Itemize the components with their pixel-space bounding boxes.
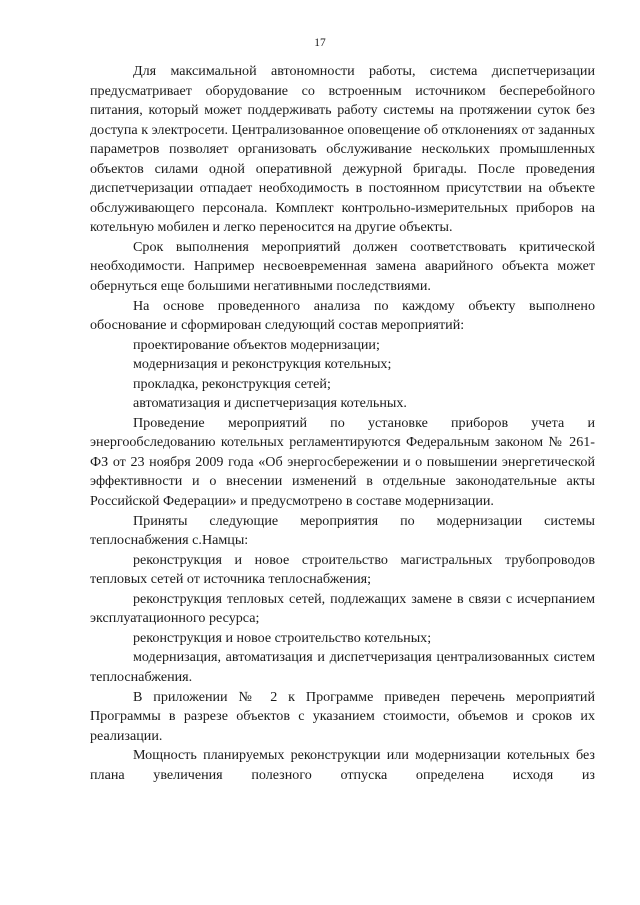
paragraph-federal-law: Проведение мероприятий по установке приборов учета и энергообследованию котельных регламентируются Федеральным законом № 261-ФЗ от 23 ноября 2009 года «Об энергосбережении и о повышении энергетической эффективности и о внесении изменений в отдельные законодательные акты Российской Федерации» и предусмотрено в составе модернизации. xyxy=(90,414,595,510)
list-item: проектирование объектов модернизации; xyxy=(133,336,380,353)
list-item: модернизация, автоматизация и диспетчеризация централизованных систем теплоснабжения. xyxy=(90,649,595,685)
paragraph-capacity: Мощность планируемых реконструкции или модернизации котельных без плана увеличения полезного отпуска определена исходя из xyxy=(90,747,595,783)
paragraph-heat-supply-measures: Приняты следующие мероприятия по модернизации системы теплоснабжения с.Намцы: xyxy=(90,512,595,549)
paragraph-dispatching-autonomy: Для максимальной автономности работы, система диспетчеризации предусматривает оборудование со встроенным источником бесперебойного питания, который может поддерживать работу системы на протяжении суток без доступа к электросети. Централизованное оповещение об отклонениях от заданных параметров позволяет организовать обслуживание нескольких промышленных объектов силами одной оперативной дежурной бригады. После проведения диспетчеризации отпадает необходимость в постоянном присутствии на объекте обслуживающего персонала. Комплект контрольно-измерительных приборов на котельную мобилен и легко переносится на другие объекты. xyxy=(90,63,595,236)
list-item: реконструкция и новое строительство магистральных трубопроводов тепловых сетей от источника теплоснабжения; xyxy=(90,551,595,588)
paragraph-appendix-reference: В приложении № 2 к Программе приведен перечень мероприятий Программы в разрезе объектов с указанием стоимости, объемов и сроков их реализации. xyxy=(90,688,595,744)
list-item: модернизация и реконструкция котельных; xyxy=(133,356,392,373)
list-item: реконструкция тепловых сетей, подлежащих замене в связи с исчерпанием эксплуатационного ресурса; xyxy=(90,590,595,627)
list-item: реконструкция и новое строительство котельных; xyxy=(133,629,432,646)
paragraph-deadline: Срок выполнения мероприятий должен соответствовать критической необходимости. Например несвоевременная замена аварийного объекта может обернуться еще большими негативными последствиями. xyxy=(90,238,595,295)
list-item: прокладка, реконструкция сетей; xyxy=(133,375,331,392)
document-body xyxy=(90,62,595,785)
list-item: автоматизация и диспетчеризация котельных. xyxy=(133,395,407,412)
paragraph-measures-intro: На основе проведенного анализа по каждому объекту выполнено обоснование и сформирован следующий состав мероприятий: xyxy=(90,297,595,334)
page-number: 17 xyxy=(314,37,326,49)
